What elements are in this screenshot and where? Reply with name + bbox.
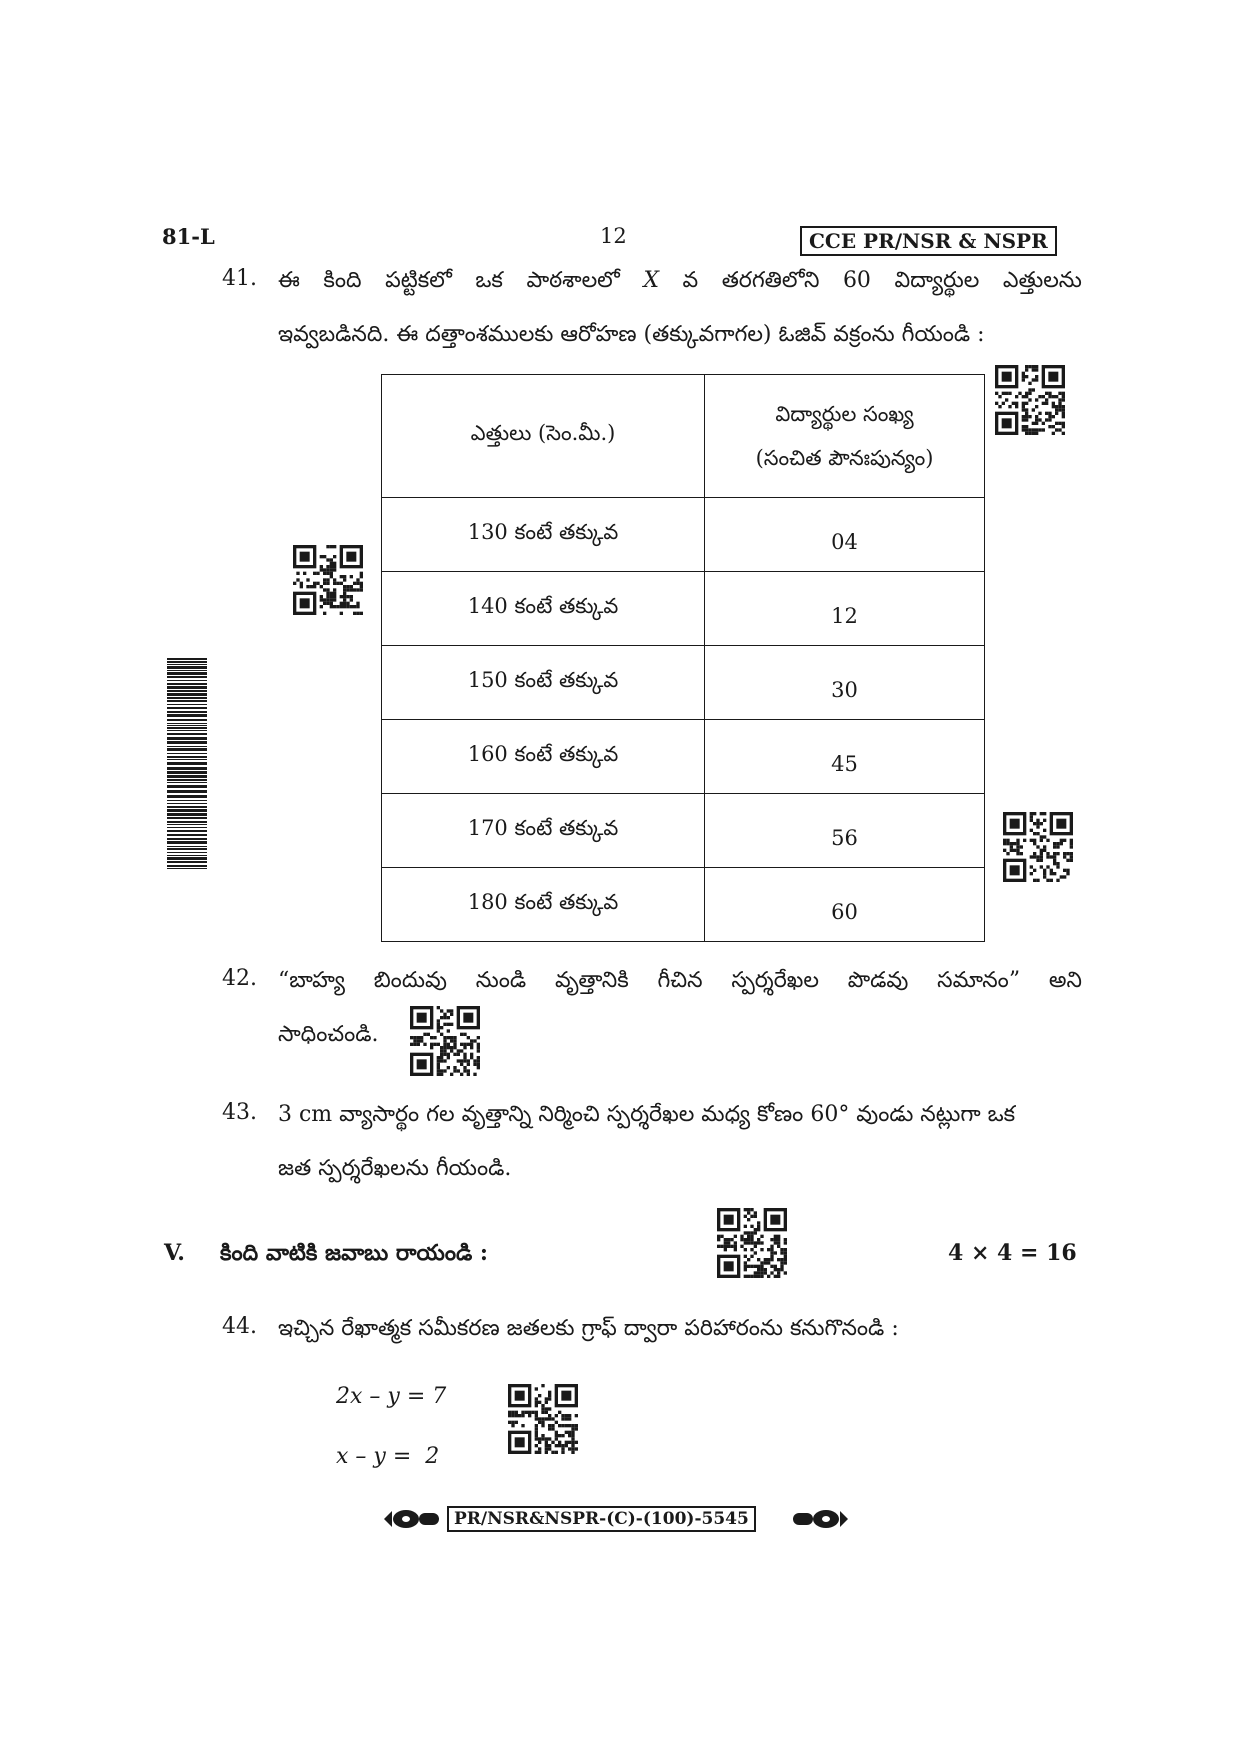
q42-line1 (278, 956, 1082, 1006)
q41-word: తరగతిలోని (721, 268, 820, 293)
q42-word: “బాహ్య (278, 968, 345, 993)
q41-word: ఎత్తులను (1002, 268, 1082, 293)
count-value: 30 (831, 677, 858, 702)
count-value: 60 (831, 899, 858, 924)
qr-code-icon (293, 545, 363, 615)
q42-line2: సాధించండి. (278, 1022, 379, 1047)
q44-number: 44. (222, 1314, 257, 1339)
count-value: 56 (831, 825, 858, 850)
q41-number: 41. (222, 266, 257, 291)
count-value: 12 (831, 603, 858, 628)
page-number: 12 (600, 224, 627, 248)
ornament-right-icon (790, 1506, 850, 1532)
table-row (382, 572, 985, 646)
section-label: V. (164, 1240, 185, 1266)
table-row (382, 498, 985, 572)
count-cell (705, 794, 985, 868)
section-marks: 4 × 4 = 16 (948, 1240, 1077, 1266)
col2-header-line1: విద్యార్థుల సంఖ్య (775, 402, 914, 426)
table-header-row (382, 375, 985, 498)
q42-word: నుండి (475, 968, 527, 993)
q42-word: స్పర్శరేఖల (731, 968, 819, 993)
height-cell: 160 కంటే తక్కువ (382, 720, 705, 794)
q42-word: అని (1048, 968, 1082, 993)
q42-word: బిందువు (373, 968, 447, 993)
q41-word: ఈ (278, 268, 300, 293)
count-value: 45 (831, 751, 858, 776)
height-cell: 150 కంటే తక్కువ (382, 646, 705, 720)
count-cell (705, 868, 985, 942)
paper-code: 81-L (162, 224, 215, 249)
height-cell: 180 కంటే తక్కువ (382, 868, 705, 942)
qr-code-icon (508, 1384, 578, 1454)
q41-line2: ఇవ్వబడినది. ఈ దత్తాంశములకు ఆరోహణ (తక్కువగాగల) ఓజివ్ వక్రంను గీయండి : (278, 322, 985, 347)
count-cell (705, 720, 985, 794)
height-cell: 140 కంటే తక్కువ (382, 572, 705, 646)
col-heights-header (382, 375, 705, 498)
q42-word: వృత్తానికి (554, 968, 629, 993)
table-row (382, 868, 985, 942)
heights-table (381, 374, 985, 942)
height-cell: 170 కంటే తక్కువ (382, 794, 705, 868)
count-value: 04 (831, 529, 858, 554)
ornament-left-icon (382, 1506, 442, 1532)
qr-code-icon (1003, 812, 1073, 882)
q42-word: పొడవు (847, 968, 909, 993)
q43-number: 43. (222, 1100, 257, 1125)
q41-word: 60 (842, 268, 871, 293)
table-row (382, 794, 985, 868)
q42-word: సమానం” (937, 968, 1021, 993)
q42-word: గీచిన (657, 968, 703, 993)
qr-code-icon (995, 365, 1065, 435)
height-cell: 130 కంటే తక్కువ (382, 498, 705, 572)
q43-line2: జత స్పర్శరేఖలను గీయండి. (278, 1156, 512, 1181)
section-title: కింది వాటికి జవాబు రాయండి : (220, 1240, 489, 1266)
q41-line1 (278, 256, 1082, 306)
q41-word: ఒక (475, 268, 503, 293)
table-row (382, 646, 985, 720)
col-students-header (705, 375, 985, 498)
count-cell (705, 572, 985, 646)
table-row (382, 720, 985, 794)
qr-code-icon (410, 1006, 480, 1076)
q41-word: వ (682, 268, 699, 293)
barcode-icon (167, 658, 207, 871)
q44-text: ఇచ్చిన రేఖాత్మక సమీకరణ జతలకు గ్రాఫ్ ద్వారా పరిహారంను కనుగొనండి : (278, 1316, 899, 1341)
q41-word: పట్టికలో (385, 268, 452, 293)
col2-header-line2: (సంచిత పౌనఃపున్యం) (755, 446, 934, 470)
count-cell (705, 498, 985, 572)
q41-word: విద్యార్థుల (894, 268, 980, 293)
col1-header-text: ఎత్తులు (సెం.మీ.) (470, 421, 616, 445)
footer-code: PR/NSR&NSPR-(C)-(100)-5545 (447, 1506, 756, 1532)
qr-code-icon (717, 1208, 787, 1278)
equation-1: 2x – y = 7 (336, 1384, 447, 1409)
series-box: CCE PR/NSR & NSPR (800, 226, 1057, 256)
q41-word: X (643, 268, 659, 293)
q43-line1: 3 cm వ్యాసార్థం గల వృత్తాన్ని నిర్మించి స్పర్శరేఖల మధ్య కోణం 60° వుండు నట్లుగా ఒక (278, 1102, 1016, 1127)
count-cell (705, 646, 985, 720)
q41-word: పాఠశాలలో (526, 268, 620, 293)
q41-word: కింది (323, 268, 362, 293)
equation-2: x – y = 2 (336, 1444, 440, 1469)
q42-number: 42. (222, 966, 257, 991)
